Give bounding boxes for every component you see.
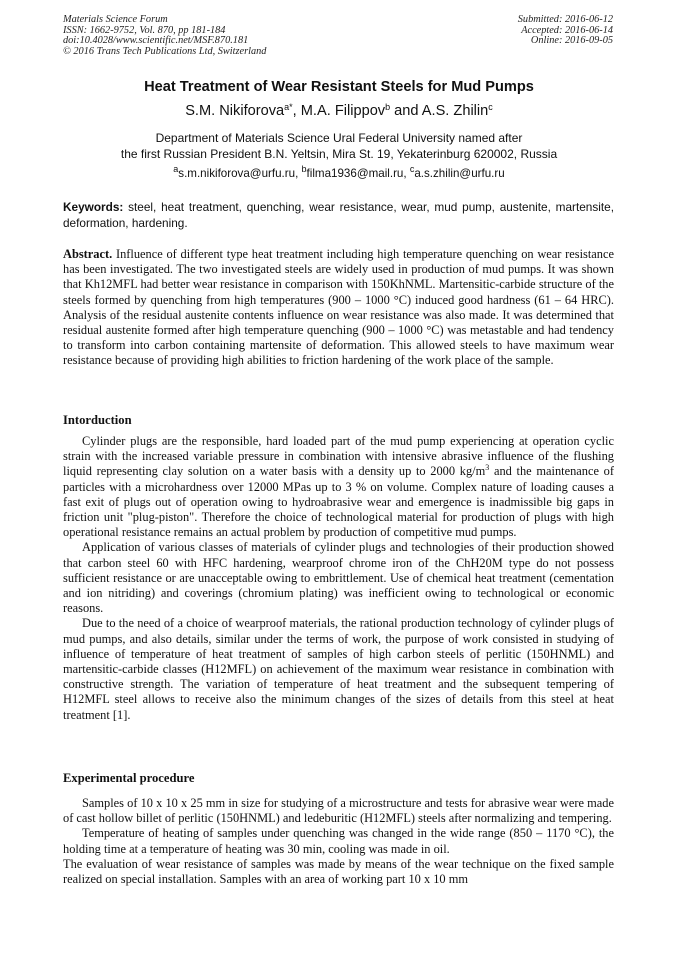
introduction-section (63, 434, 614, 723)
submitted-date: Submitted: 2016-06-12 (517, 14, 613, 25)
author-list (0, 103, 678, 119)
accepted-date: Accepted: 2016-06-14 (521, 24, 613, 36)
affiliation-line: Department of Materials Science Ural Federal University named after (155, 131, 523, 145)
email-link[interactable]: s.m.nikiforova@urfu.ru (178, 167, 296, 180)
paragraph-text: Cylinder plugs are the responsible, hard loaded part of the mud pump experiencing at operation cyclic strain with the increased variable pressure in combination with intensive abrasive influence of the flushing liquid representing clay solution on a water basis with a density up to 2000 kg/m (63, 434, 614, 479)
author-name: A.S. Zhilin (421, 103, 489, 119)
author-emails (0, 164, 678, 180)
journal-name: Materials Science Forum (63, 14, 168, 25)
abstract (63, 247, 614, 369)
affiliation (0, 131, 678, 162)
email-separator: , (295, 167, 302, 180)
email-separator: , (403, 167, 410, 180)
affiliation-line: the first Russian President B.N. Yeltsin, Mira St. 19, Yekaterinburg 620002, Russia (120, 146, 558, 161)
submission-dates (518, 15, 613, 47)
paragraph: Temperature of heating of samples under quenching was changed in the wide range (850 – 1170 °C), the holding time at a temperature of heating was 30 min, cooling was made in oil. (63, 826, 614, 856)
author-affiliation-mark: c (488, 102, 493, 112)
keywords (63, 200, 614, 231)
author-affiliation-mark: b (385, 102, 391, 112)
section-heading-experimental: Experimental procedure (63, 771, 195, 785)
paper-title: Heat Treatment of Wear Resistant Steels for Mud Pumps (144, 79, 534, 95)
experimental-section (63, 796, 614, 887)
abstract-label: Abstract. (63, 247, 113, 261)
keywords-label: Keywords: (63, 200, 124, 214)
author-name: S.M. Nikiforova (185, 103, 285, 119)
issn-line: ISSN: 1662-9752, Vol. 870, pp 181-184 (63, 24, 226, 36)
author-separator: , (292, 103, 301, 119)
section-heading-introduction: Intorduction (63, 413, 132, 427)
paragraph-text: and the maintenance of particles with a microhardness over 12000 MPas up to 3 % on volume. Complex nature of loading causes a fast exit of plugs out of operation owing to hydroabrasive wear and emergence is inadmissible big gaps in friction unit "plug-piston". Therefore the choice of technological material for production of plugs with high operational resistance remains an actual problem by production of competitive mud pumps. (63, 464, 614, 540)
copyright-line: © 2016 Trans Tech Publications Ltd, Switzerland (63, 45, 267, 57)
abstract-text: Influence of different type heat treatment including high temperature quenching on wear resistance has been investigated. The two investigated steels are widely used in production of mud pumps. It was shown that Kh12MFL had better wear resistance in comparison with 150KhNML. Martensitic-carbide structure of the steels formed by quenching from high temperatures (900 – 1000 °C) induced good hardness (61 – 64 HRC). Analysis of the residual austenite contents influence on wear resistance was also made. It was determined that residual austenite formed after high temperature quenching (900 – 1000 °C) was metastable and had tendency to transform into carbon containing martensite of deformation. This allowed steels to have maximum wear resistance because of providing high abilities to friction hardening of the work place of the sample. (63, 247, 614, 368)
paragraph: The evaluation of wear resistance of samples was made by means of the wear technique on the fixed sample realized on special installation. Samples with an area of working part 10 x 10 mm (63, 856, 614, 887)
author-name: M.A. Filippov (300, 103, 386, 119)
paragraph: Application of various classes of materials of cylinder plugs and technologies of their production showed that carbon steel 60 with HFC hardening, wearproof chrome iron of the ChH20M type do not possess sufficient resistance or are unacceptable owing to embrittlement. Use of chemical heat treatment (cementation and ion nitriding) and coverings (chromium plating) was inefficient owing to technological or economic reasons. (63, 540, 614, 616)
superscript: 3 (485, 463, 490, 473)
email-link[interactable]: a.s.zhilin@urfu.ru (414, 167, 505, 180)
paragraph: Samples of 10 x 10 x 25 mm in size for studying of a microstructure and tests for abrasive wear were made of cast hollow billet of perlitic (150HNML) and ledeburitic (H12MFL) steels after normalizing and tempering. (63, 796, 614, 826)
journal-info (63, 15, 266, 57)
paragraph: Due to the need of a choice of wearproof materials, the rational production technology of cylinder plugs of mud pumps, and also details, similar under the terms of work, the purpose of work consisted in studying of influence of temperature of heat treatment of samples of high carbon steels of perlitic (150HNML) and martensitic-carbide classes (H12MFL) on achievement of the maximum wear resistance in combination with constructive strength. The variation of temperature of heat treatment and the subsequent tempering of H12MFL steel allows to receive also the minimum changes of the sizes of details from this steel at heat treatment [1]. (63, 616, 614, 722)
author-separator: and (390, 103, 422, 119)
keywords-text: steel, heat treatment, quenching, wear resistance, wear, mud pump, austenite, martensite, deformation, hardening. (63, 200, 614, 230)
author-affiliation-mark: a* (284, 102, 293, 112)
email-mark: c (409, 164, 415, 174)
online-date: Online: 2016-09-05 (530, 35, 613, 47)
paragraph (63, 434, 614, 540)
email-link[interactable]: filma1936@mail.ru (306, 167, 404, 180)
email-mark: b (301, 164, 307, 174)
doi-line: doi:10.4028/www.scientific.net/MSF.870.181 (63, 35, 249, 47)
email-mark: a (173, 164, 179, 174)
